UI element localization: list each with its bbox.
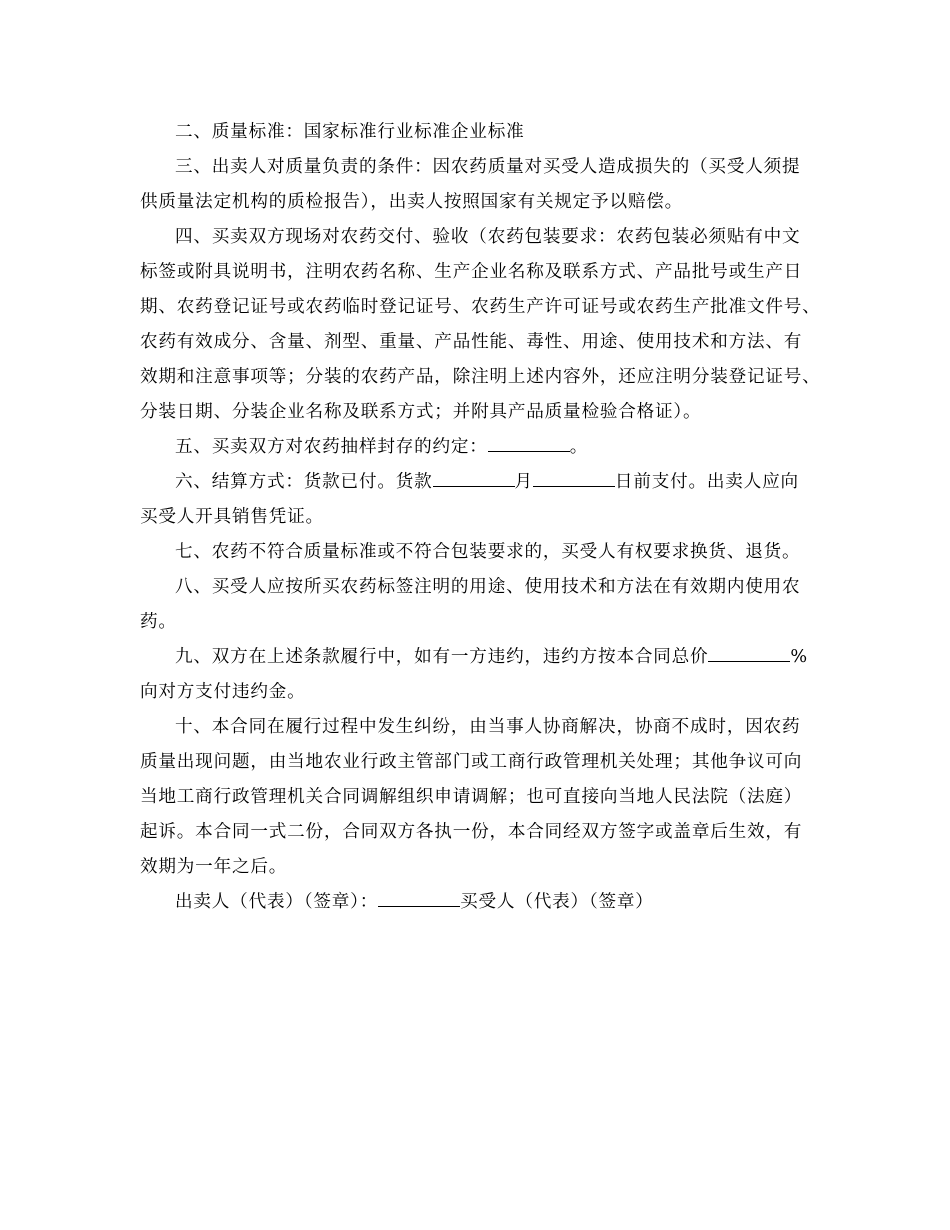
clause-8-buyer-usage xyxy=(140,570,820,640)
clause-line: 四、买卖双方现场对农药交付、验收（农药包装要求：农药包装必须贴有中文 xyxy=(175,227,801,247)
clause-line: 农药有效成分、含量、剂型、重量、产品性能、毒性、用途、使用技术和方法、有 xyxy=(140,332,803,352)
clause-line: 供质量法定机构的质检报告），出卖人按照国家有关规定予以赔偿。 xyxy=(140,192,684,212)
clause-line: 效期为一年之后。 xyxy=(140,857,288,877)
clause-line: 买受人开具销售凭证。 xyxy=(140,507,324,527)
clause-line: 质量出现问题，由当地农业行政主管部门或工商行政管理机关处理；其他争议可向 xyxy=(140,752,803,772)
clause-line: 八、买受人应按所买农药标签注明的用途、使用技术和方法在有效期内使用农 xyxy=(175,577,801,597)
clause-line xyxy=(140,640,820,675)
clause-6-settlement xyxy=(140,465,820,535)
clause-text: 六、结算方式：货款已付。货款 xyxy=(175,472,433,492)
clause-2-quality-standard xyxy=(140,115,820,150)
clause-line: 三、出卖人对质量负责的条件：因农药质量对买受人造成损失的（买受人须提 xyxy=(175,157,801,177)
clause-line xyxy=(140,430,820,465)
clause-line: 十、本合同在履行过程中发生纠纷，由当事人协商解决，协商不成时，因农药 xyxy=(175,717,801,737)
seller-signature-blank[interactable] xyxy=(378,890,460,907)
contract-body xyxy=(140,115,820,920)
fill-in-blank-percent[interactable] xyxy=(708,645,790,662)
fill-in-blank[interactable] xyxy=(488,435,570,452)
fill-in-blank-amount[interactable] xyxy=(433,470,515,487)
clause-line: 药。 xyxy=(140,612,177,632)
clause-9-breach-penalty xyxy=(140,640,820,710)
clause-text: 日前支付。出卖人应向 xyxy=(614,472,799,492)
clause-5-sampling-sealing xyxy=(140,430,820,465)
clause-text: 五、买卖双方对农药抽样封存的约定： xyxy=(175,437,488,457)
clause-10-dispute-resolution xyxy=(140,710,820,885)
clause-line: 起诉。本合同一式二份，合同双方各执一份，本合同经双方签字或盖章后生效，有 xyxy=(140,822,803,842)
clause-line: 期、农药登记证号或农药临时登记证号、农药生产许可证号或农药生产批准文件号、 xyxy=(140,297,821,317)
clause-line: 当地工商行政管理机关合同调解组织申请调解；也可直接向当地人民法院（法庭） xyxy=(140,787,803,807)
clause-7-nonconformity xyxy=(140,535,820,570)
clause-text: 月 xyxy=(514,472,533,492)
clause-text: 。 xyxy=(569,437,589,457)
clause-3-seller-liability xyxy=(140,150,820,220)
buyer-signature-label: 买受人（代表）（签章） xyxy=(460,892,654,912)
seller-signature-label: 出卖人（代表）（签章）： xyxy=(175,892,379,912)
clause-line: 七、农药不符合质量标准或不符合包装要求的，买受人有权要求换货、退货。 xyxy=(175,542,801,562)
signature-line xyxy=(140,885,820,920)
clause-text: % xyxy=(790,647,808,667)
clause-line: 效期和注意事项等；分装的农药产品，除注明上述内容外，还应注明分装登记证号、 xyxy=(140,367,821,387)
clause-line: 标签或附具说明书，注明农药名称、生产企业名称及联系方式、产品批号或生产日 xyxy=(140,262,803,282)
clause-4-delivery-acceptance xyxy=(140,220,820,430)
fill-in-blank-day[interactable] xyxy=(533,470,615,487)
clause-text: 九、双方在上述条款履行中，如有一方违约，违约方按本合同总价 xyxy=(175,647,709,667)
clause-line xyxy=(140,465,820,500)
clause-line xyxy=(140,885,820,920)
clause-line: 分装日期、分装企业名称及联系方式；并附具产品质量检验合格证）。 xyxy=(140,402,702,422)
clause-line: 二、质量标准：国家标准行业标准企业标准 xyxy=(175,122,525,142)
clause-line: 向对方支付违约金。 xyxy=(140,682,306,702)
